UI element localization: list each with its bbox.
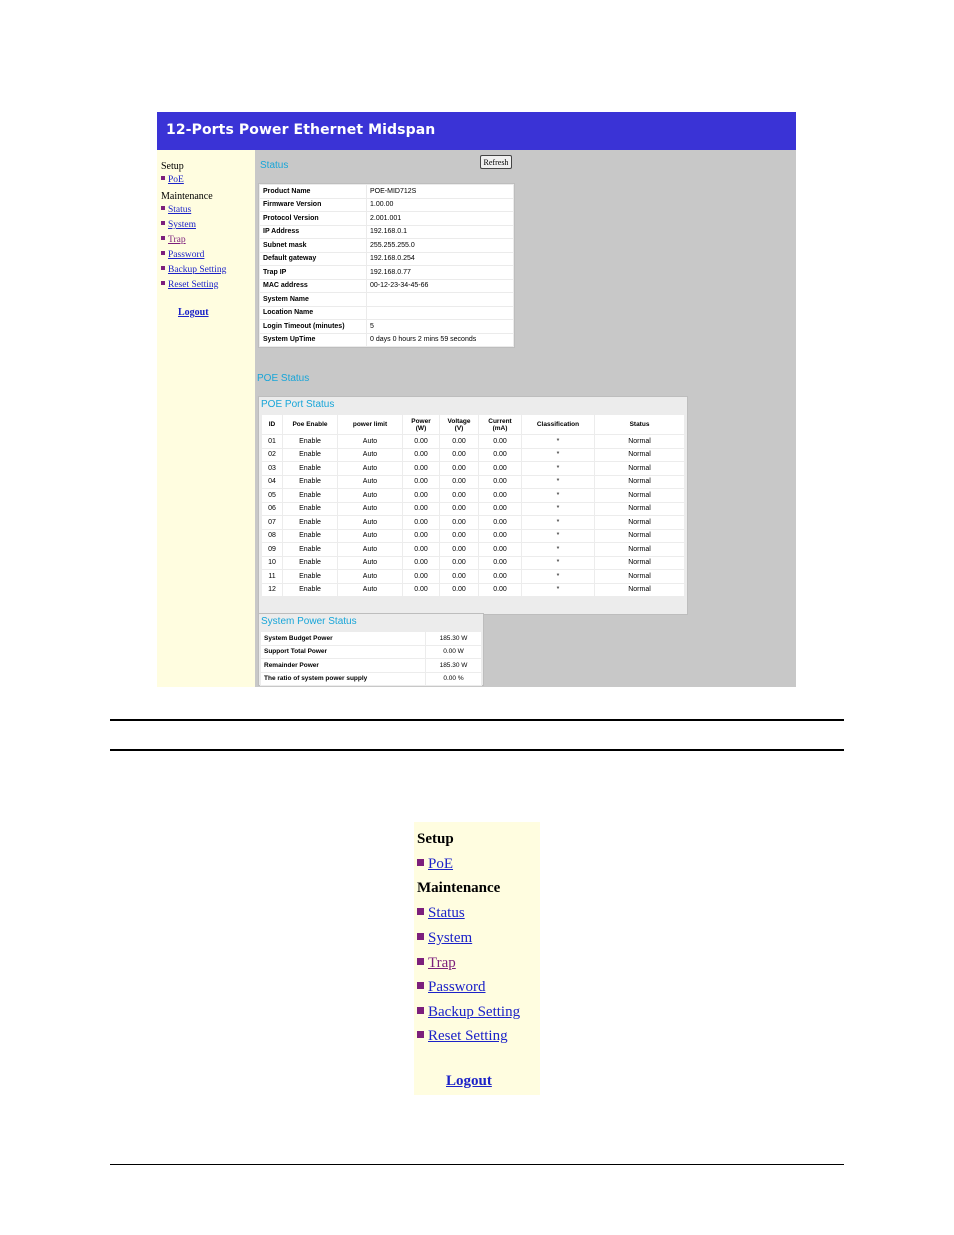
status-value — [367, 293, 513, 306]
status-key: Login Timeout (minutes) — [260, 320, 366, 333]
sidebar-item-backup-setting[interactable] — [161, 265, 226, 277]
table-row — [260, 199, 513, 212]
menu-item-label: Password — [428, 979, 486, 995]
status-key: IP Address — [260, 226, 366, 239]
poe-port-cell: Normal — [595, 435, 684, 448]
status-value: 00-12-23-34-45-66 — [367, 280, 513, 293]
poe-port-row — [262, 570, 684, 583]
menu-item-reset-setting[interactable] — [417, 1028, 508, 1045]
poe-port-cell: 0.00 — [479, 435, 521, 448]
poe-port-cell: 0.00 — [403, 570, 439, 583]
poe-port-cell: Enable — [283, 489, 337, 502]
power-key: The ratio of system power supply — [261, 673, 425, 686]
poe-port-cell: * — [522, 530, 594, 543]
web-ui-screenshot — [157, 112, 796, 687]
poe-port-cell: * — [522, 584, 594, 597]
table-row — [261, 673, 481, 686]
status-key: Location Name — [260, 307, 366, 320]
poe-port-row — [262, 584, 684, 597]
menu-item-label: PoE — [428, 856, 454, 872]
poe-port-cell: Enable — [283, 462, 337, 475]
status-key: Firmware Version — [260, 199, 366, 212]
poe-port-cell: 0.00 — [479, 489, 521, 502]
square-bullet-icon — [417, 1007, 424, 1014]
poe-status-section-title: POE Status — [257, 373, 310, 384]
table-row — [260, 253, 513, 266]
poe-port-cell: 11 — [262, 570, 282, 583]
status-value: 255.255.255.0 — [367, 239, 513, 252]
poe-port-cell: 0.00 — [440, 503, 478, 516]
poe-port-cell: Normal — [595, 489, 684, 502]
poe-port-row — [262, 489, 684, 502]
sidebar-heading-setup: Setup — [161, 161, 184, 172]
square-bullet-icon — [161, 281, 165, 285]
poe-port-cell: * — [522, 462, 594, 475]
square-bullet-icon — [417, 908, 424, 915]
sidebar-item-reset-setting[interactable] — [161, 280, 218, 292]
poe-port-cell: 0.00 — [440, 543, 478, 556]
status-key: Protocol Version — [260, 212, 366, 225]
poe-port-cell: * — [522, 516, 594, 529]
sidebar-item-label: Trap — [168, 235, 186, 245]
poe-port-cell: Normal — [595, 570, 684, 583]
poe-port-cell: 0.00 — [479, 516, 521, 529]
poe-port-cell: 0.00 — [440, 489, 478, 502]
poe-port-cell: 05 — [262, 489, 282, 502]
menu-item-label: System — [428, 930, 473, 946]
square-bullet-icon — [161, 206, 165, 210]
poe-port-cell: 0.00 — [403, 435, 439, 448]
menu-heading-setup: Setup — [417, 831, 454, 847]
poe-port-cell: Normal — [595, 557, 684, 570]
square-bullet-icon — [417, 859, 424, 866]
poe-port-cell: 0.00 — [479, 530, 521, 543]
poe-port-cell: 0.00 — [440, 449, 478, 462]
system-power-status-title: System Power Status — [261, 616, 357, 627]
poe-port-cell: 0.00 — [403, 543, 439, 556]
logout-link[interactable]: Logout — [178, 307, 209, 318]
sidebar-item-label: Backup Setting — [168, 265, 227, 275]
poe-port-cell: * — [522, 449, 594, 462]
poe-port-cell: 0.00 — [479, 557, 521, 570]
poe-port-cell: 0.00 — [440, 476, 478, 489]
poe-port-cell: 07 — [262, 516, 282, 529]
poe-port-cell: 0.00 — [479, 503, 521, 516]
poe-port-cell: * — [522, 543, 594, 556]
table-row — [260, 334, 513, 347]
poe-port-cell: Auto — [338, 530, 402, 543]
table-row — [261, 632, 481, 645]
status-key: System Name — [260, 293, 366, 306]
poe-port-cell: Enable — [283, 530, 337, 543]
horizontal-rule — [110, 749, 844, 751]
poe-port-cell: Enable — [283, 543, 337, 556]
poe-port-row — [262, 530, 684, 543]
poe-port-row — [262, 462, 684, 475]
menu-item-backup-setting[interactable] — [417, 1004, 520, 1021]
menu-item-trap[interactable] — [417, 955, 456, 972]
poe-port-cell: Normal — [595, 516, 684, 529]
table-row — [260, 280, 513, 293]
poe-port-rows — [262, 435, 684, 596]
square-bullet-icon — [161, 236, 165, 240]
refresh-button[interactable]: Refresh — [480, 155, 512, 169]
sidebar — [157, 150, 255, 687]
poe-port-cell: Enable — [283, 516, 337, 529]
poe-port-cell: 0.00 — [403, 476, 439, 489]
poe-port-cell: 0.00 — [403, 516, 439, 529]
column-header: Power (W) — [403, 415, 439, 434]
power-value: 0.00 % — [426, 673, 481, 686]
main-content — [255, 150, 796, 687]
power-value: 0.00 W — [426, 646, 481, 659]
poe-port-cell: Enable — [283, 557, 337, 570]
sidebar-item-label: Status — [168, 205, 192, 215]
square-bullet-icon — [417, 933, 424, 940]
table-row — [260, 239, 513, 252]
table-header-row — [262, 415, 684, 434]
poe-port-row — [262, 435, 684, 448]
poe-port-cell: * — [522, 476, 594, 489]
square-bullet-icon — [161, 266, 165, 270]
poe-port-cell: 06 — [262, 503, 282, 516]
poe-port-cell: Normal — [595, 476, 684, 489]
poe-port-cell: 0.00 — [440, 462, 478, 475]
poe-port-cell: 0.00 — [479, 543, 521, 556]
table-row — [260, 293, 513, 306]
poe-port-cell: 0.00 — [440, 584, 478, 597]
poe-port-cell: Auto — [338, 449, 402, 462]
poe-port-cell: 03 — [262, 462, 282, 475]
table-row — [260, 185, 513, 198]
column-header: Poe Enable — [283, 415, 337, 434]
status-value: POE-MID712S — [367, 185, 513, 198]
menu-item-label: Reset Setting — [428, 1028, 508, 1044]
sidebar-item-label: Password — [168, 250, 205, 260]
table-row — [260, 266, 513, 279]
poe-port-cell: 0.00 — [403, 489, 439, 502]
poe-port-cell: 0.00 — [403, 503, 439, 516]
poe-port-cell: 0.00 — [479, 462, 521, 475]
status-key: MAC address — [260, 280, 366, 293]
status-key: Trap IP — [260, 266, 366, 279]
poe-port-row — [262, 503, 684, 516]
column-header: Current (mA) — [479, 415, 521, 434]
table-row — [261, 659, 481, 672]
poe-port-row — [262, 557, 684, 570]
column-header: Classification — [522, 415, 594, 434]
power-value: 185.30 W — [426, 632, 481, 645]
poe-port-cell: 0.00 — [440, 530, 478, 543]
poe-port-cell: 0.00 — [440, 557, 478, 570]
poe-port-cell: Normal — [595, 530, 684, 543]
poe-port-cell: 12 — [262, 584, 282, 597]
menu-item-poe[interactable] — [417, 856, 453, 873]
poe-port-cell: Normal — [595, 543, 684, 556]
status-key: Subnet mask — [260, 239, 366, 252]
poe-port-cell: 0.00 — [403, 449, 439, 462]
poe-port-cell: 0.00 — [440, 516, 478, 529]
poe-port-row — [262, 516, 684, 529]
menu-heading-maintenance: Maintenance — [417, 880, 501, 896]
poe-port-cell: 10 — [262, 557, 282, 570]
zoomed-sidebar-menu — [414, 822, 540, 1095]
poe-port-cell: Enable — [283, 435, 337, 448]
menu-item-status[interactable] — [417, 905, 465, 922]
poe-port-cell: 0.00 — [479, 584, 521, 597]
poe-port-cell: 04 — [262, 476, 282, 489]
menu-item-password[interactable] — [417, 979, 486, 996]
poe-port-row — [262, 449, 684, 462]
poe-port-cell: 0.00 — [479, 476, 521, 489]
square-bullet-icon — [417, 1031, 424, 1038]
poe-port-row — [262, 543, 684, 556]
poe-port-cell: 0.00 — [479, 570, 521, 583]
poe-port-cell: Auto — [338, 584, 402, 597]
status-value: 1.00.00 — [367, 199, 513, 212]
poe-port-cell: Enable — [283, 449, 337, 462]
poe-port-cell: Auto — [338, 489, 402, 502]
menu-item-label: Trap — [428, 955, 456, 971]
poe-port-cell: Auto — [338, 503, 402, 516]
poe-port-cell: 0.00 — [403, 462, 439, 475]
sidebar-heading-maintenance: Maintenance — [161, 191, 213, 202]
poe-port-cell: 0.00 — [440, 435, 478, 448]
poe-port-cell: Auto — [338, 462, 402, 475]
poe-port-cell: Auto — [338, 476, 402, 489]
table-row — [261, 646, 481, 659]
square-bullet-icon — [161, 176, 165, 180]
status-value: 2.001.001 — [367, 212, 513, 225]
poe-port-cell: Normal — [595, 584, 684, 597]
poe-port-status-title: POE Port Status — [261, 399, 335, 410]
sidebar-item-trap[interactable] — [161, 235, 186, 247]
poe-port-cell: 0.00 — [403, 557, 439, 570]
status-key: Default gateway — [260, 253, 366, 266]
poe-port-cell: Normal — [595, 449, 684, 462]
menu-item-system[interactable] — [417, 930, 472, 947]
table-row — [260, 212, 513, 225]
column-header: ID — [262, 415, 282, 434]
poe-port-cell: 0.00 — [403, 530, 439, 543]
poe-port-cell: Auto — [338, 516, 402, 529]
poe-port-cell: * — [522, 570, 594, 583]
poe-port-cell: Auto — [338, 543, 402, 556]
square-bullet-icon — [417, 958, 424, 965]
sidebar-item-label: PoE — [168, 175, 184, 185]
poe-port-cell: * — [522, 557, 594, 570]
poe-port-cell: * — [522, 489, 594, 502]
poe-port-cell: Auto — [338, 557, 402, 570]
poe-port-cell: 0.00 — [479, 449, 521, 462]
poe-port-cell: 0.00 — [440, 570, 478, 583]
square-bullet-icon — [161, 251, 165, 255]
column-header: Voltage (V) — [440, 415, 478, 434]
status-value: 192.168.0.77 — [367, 266, 513, 279]
power-value: 185.30 W — [426, 659, 481, 672]
system-power-status-panel — [258, 613, 484, 686]
menu-item-label: Backup Setting — [428, 1004, 521, 1020]
status-value: 0 days 0 hours 2 mins 59 seconds — [367, 334, 513, 347]
power-key: Remainder Power — [261, 659, 425, 672]
status-value — [367, 307, 513, 320]
poe-port-cell: Normal — [595, 462, 684, 475]
poe-port-cell: 02 — [262, 449, 282, 462]
table-row — [260, 307, 513, 320]
status-value: 5 — [367, 320, 513, 333]
poe-port-cell: 08 — [262, 530, 282, 543]
poe-port-cell: * — [522, 435, 594, 448]
sidebar-item-label: Reset Setting — [168, 280, 219, 290]
square-bullet-icon — [417, 982, 424, 989]
logout-link[interactable]: Logout — [446, 1073, 492, 1089]
poe-port-status-panel — [258, 396, 688, 615]
sidebar-item-password[interactable] — [161, 250, 204, 262]
column-header: power limit — [338, 415, 402, 434]
page-title: 12-Ports Power Ethernet Midspan — [166, 122, 436, 138]
sidebar-item-poe[interactable] — [161, 175, 184, 187]
sidebar-item-system[interactable] — [161, 220, 196, 232]
header-banner — [157, 112, 796, 150]
status-key: Product Name — [260, 185, 366, 198]
power-key: System Budget Power — [261, 632, 425, 645]
sidebar-item-status[interactable] — [161, 205, 191, 217]
poe-port-table — [261, 414, 685, 597]
poe-port-cell: 09 — [262, 543, 282, 556]
sidebar-item-label: System — [168, 220, 196, 230]
poe-port-cell: Enable — [283, 503, 337, 516]
system-status-table — [258, 183, 515, 348]
square-bullet-icon — [161, 221, 165, 225]
poe-port-cell: Enable — [283, 584, 337, 597]
status-value: 192.168.0.1 — [367, 226, 513, 239]
table-row — [260, 320, 513, 333]
status-value: 192.168.0.254 — [367, 253, 513, 266]
poe-port-row — [262, 476, 684, 489]
horizontal-rule — [110, 719, 844, 721]
table-row — [260, 226, 513, 239]
menu-item-label: Status — [428, 905, 465, 921]
column-header: Status — [595, 415, 684, 434]
status-section-title: Status — [260, 160, 289, 171]
status-key: System UpTime — [260, 334, 366, 347]
poe-port-cell: Enable — [283, 570, 337, 583]
poe-port-cell: 01 — [262, 435, 282, 448]
poe-port-cell: * — [522, 503, 594, 516]
poe-port-cell: 0.00 — [403, 584, 439, 597]
footer-rule — [110, 1164, 844, 1165]
poe-port-cell: Enable — [283, 476, 337, 489]
poe-port-cell: Normal — [595, 503, 684, 516]
poe-port-cell: Auto — [338, 570, 402, 583]
power-key: Support Total Power — [261, 646, 425, 659]
system-power-table — [260, 631, 482, 686]
poe-port-cell: Auto — [338, 435, 402, 448]
